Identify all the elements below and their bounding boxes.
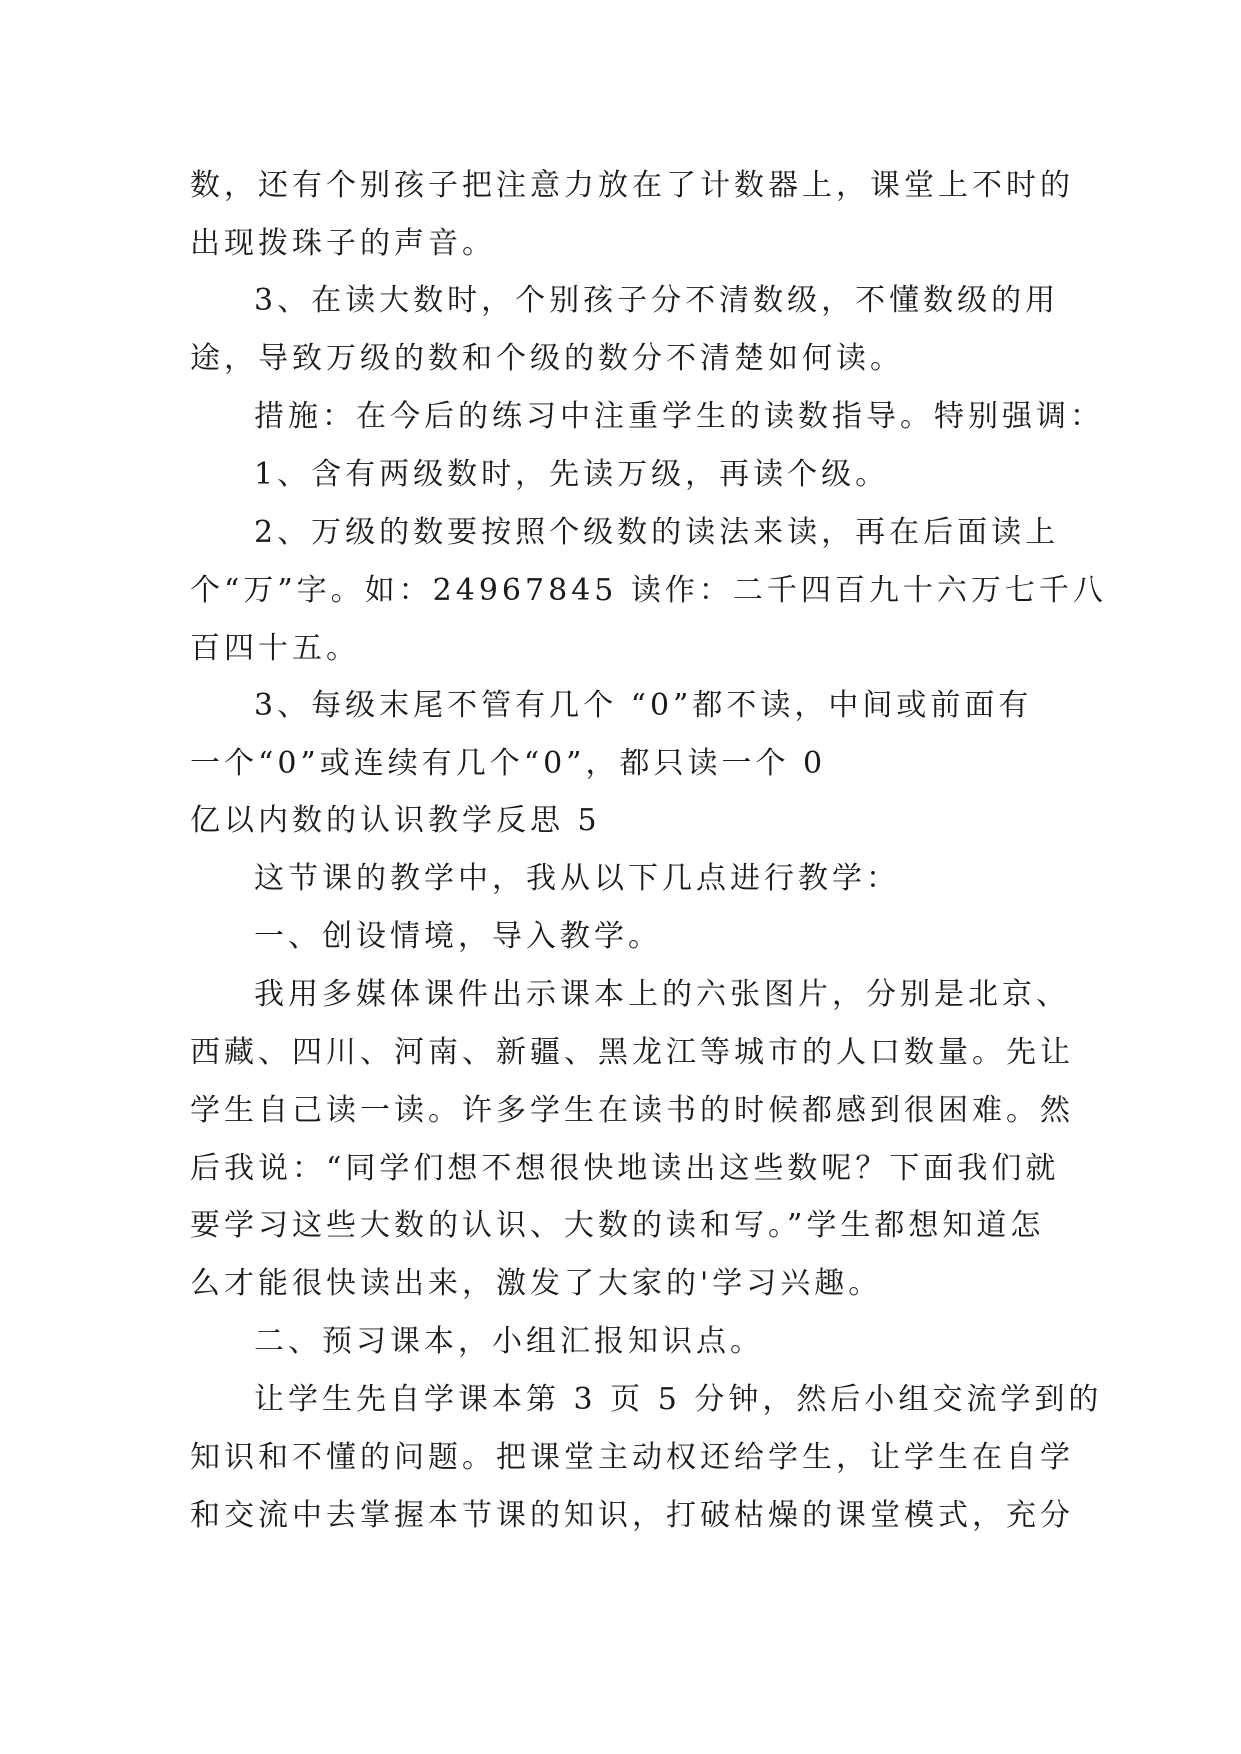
text-line: 要学习这些大数的认识、大数的读和写。”学生都想知道怎 bbox=[190, 1208, 1045, 1243]
text-line: 出现拨珠子的声音。 bbox=[190, 226, 496, 261]
text-line: 这节课的教学中，我从以下几点进行教学： bbox=[254, 861, 900, 896]
text-line: 和交流中去掌握本节课的知识，打破枯燥的课堂模式，充分 bbox=[190, 1498, 1074, 1533]
text-line: 我用多媒体课件出示课本上的六张图片，分别是北京、 bbox=[254, 977, 1070, 1012]
text-line: 个“万”字。如：24967845 读作：二千四百九十六万七千八 bbox=[190, 573, 1107, 608]
text-line: 2、万级的数要按照个级数的读法来读，再在后面读上 bbox=[254, 515, 1060, 550]
text-line: 途，导致万级的数和个级的数分不清楚如何读。 bbox=[190, 341, 904, 376]
text-line: 二、预习课本，小组汇报知识点。 bbox=[254, 1324, 764, 1359]
text-line: 一个“0”或连续有几个“0”，都只读一个 0 bbox=[190, 746, 827, 781]
text-line: 让学生先自学课本第 3 页 5 分钟，然后小组交流学到的 bbox=[254, 1382, 1103, 1417]
text-line: 数，还有个别孩子把注意力放在了计数器上，课堂上不时的 bbox=[190, 168, 1074, 203]
text-line: 3、每级末尾不管有几个 “0”都不读，中间或前面有 bbox=[254, 688, 1033, 723]
text-line: 百四十五。 bbox=[190, 631, 360, 666]
text-line: 后我说：“同学们想不想很快地读出这些数呢？下面我们就 bbox=[190, 1151, 1060, 1186]
text-line: 知识和不懂的问题。把课堂主动权还给学生，让学生在自学 bbox=[190, 1440, 1074, 1475]
section-heading: 亿以内数的认识教学反思 5 bbox=[190, 803, 601, 838]
text-line: 措施：在今后的练习中注重学生的读数指导。特别强调： bbox=[254, 399, 1104, 434]
text-line: 1、含有两级数时，先读万级，再读个级。 bbox=[254, 457, 890, 492]
text-line: 学生自己读一读。许多学生在读书的时候都感到很困难。然 bbox=[190, 1093, 1074, 1128]
text-line: 3、在读大数时，个别孩子分不清数级，不懂数级的用 bbox=[254, 283, 1060, 318]
text-line: 西藏、四川、河南、新疆、黑龙江等城市的人口数量。先让 bbox=[190, 1035, 1074, 1070]
text-line: 一、创设情境，导入教学。 bbox=[254, 919, 662, 954]
text-line: 么才能很快读出来，激发了大家的'学习兴趣。 bbox=[190, 1266, 883, 1301]
